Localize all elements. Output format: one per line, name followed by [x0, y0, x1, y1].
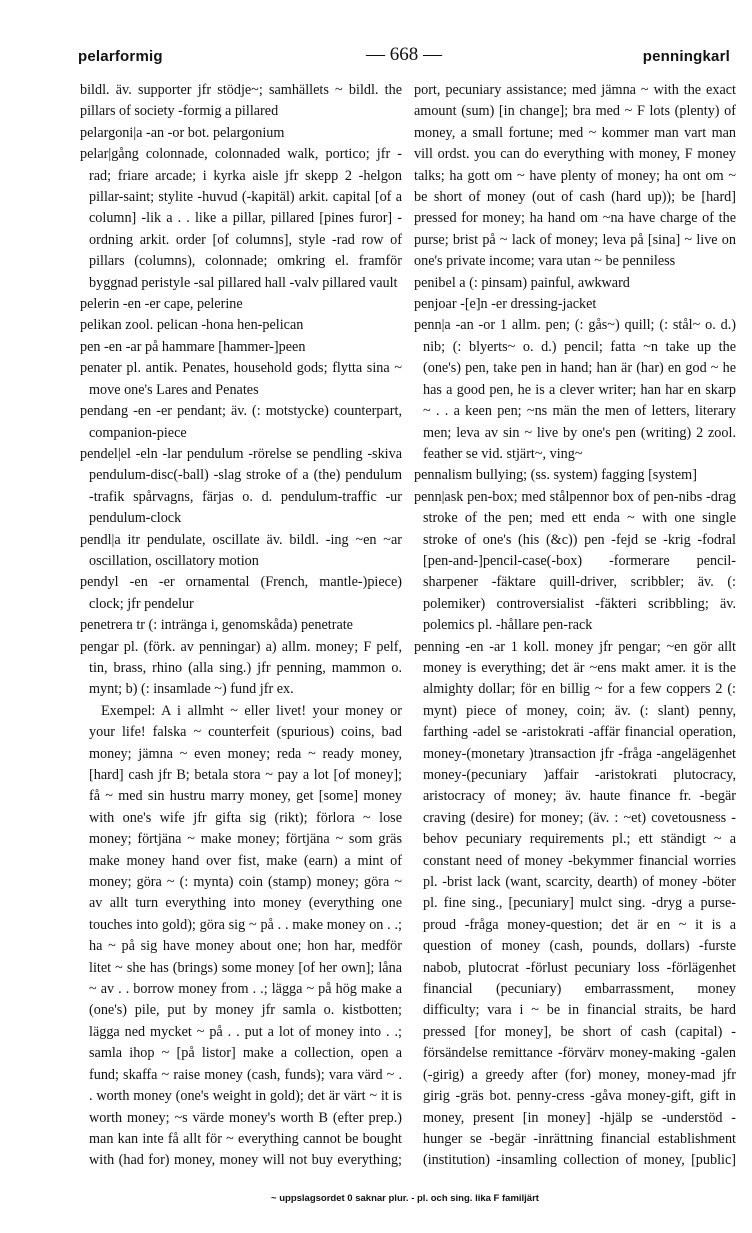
- dictionary-entry: pendel|el -eln -lar pendulum -rörelse se pendling -skiva pendulum-disc(-ball) -slag stroke of a (the) pendulum -trafik spårvagns, färjas o. d. pendulum-traffic -ur pendulum-clock: [80, 445, 402, 527]
- dictionary-entry: bildl. äv. supporter jfr stödje~; samhällets ~ bildl. the pillars of society -formig a pillared: [80, 82, 402, 120]
- dictionary-entry: penn|a -an -or 1 allm. pen; (: gås~) quill; (: stål~ o. d.) nib; (: blyerts~ o. d.) pencil; fatta ~n take up the (one's) pen, take pen in hand; han är (har) en god ~ he has a good pen, he is a clever writer; han har en skarp ~ . . a keen pen; ~ns män the men of letters, literary men; leva av sin ~ live by one's pen (writing) 2 zool. feather se vid. stjärt~, ving~: [414, 317, 736, 462]
- dictionary-entry: Exempel: A i allmht ~ eller livet! your money or your life! falska ~ counterfeit (spurious) coins, bad money; jämna ~ even money; reda ~ ready money, [hard] cash jfr B; betala stora ~ pay a lot [of money]; få ~ med sin hustru marry money, get [some] money with one's wife jfr gifta sig (rikt); förlora ~ lose money; förtjäna ~ make money; förtjäna ~ som gräs make money hand over fist, make (earn) a mint of money; göra ~ (: mynta) coin (stamp) money; göra ~ av allt turn everything into money (everything one touches into gold); göra sig ~ på . . make money on . .; ha ~ på sig have money about one; hon har, medför litet ~ she has (brings) some money [of her own]; låna ~ av . . borrow money from . .; lägga ~ på hög make a (one's) pile, put by money jfr samla o. kistbotten; lägga ned mycket ~ på . . put a lot of money into . .; samla ihop ~ [på listor] make a collection, open a fund; skaffa ~ raise money (cash, funds); vara värd ~ . . worth money (one's weight in gold); det är värt ~ it is worth money; ~s värde money's worth B (efter prep.) man kan inte få allt för ~ everything cannot be bought with (had for) money, money will not buy everything;: [89, 702, 402, 1169]
- dictionary-entry: pelargoni|a -an -or bot. pelargonium: [80, 124, 285, 141]
- dictionary-entry: penjoar -[e]n -er dressing-jacket: [414, 296, 597, 313]
- dictionary-entry: penn|ask pen-box; med stålpennor box of pen-nibs -drag stroke of the pen; med ett enda ~ with one single stroke of one's (his (&c)) pen -fejd se -krig -fodral [pen-and-]pencil-case(-box) -formerare pencil-sharpener -fäktare quill-driver, scribbler; äv. (: polemiker) controversialist -fäkteri scribbling; äv. polemics pl. -hållare pen-rack: [414, 488, 736, 634]
- left-guide-word: pelarformig: [78, 48, 163, 65]
- page-header: [78, 44, 730, 72]
- dictionary-entry: port, pecuniary assistance; med jämna ~ with the exact amount (sum) [in change]; bra med ~ F lots (plenty) of money, a small fortune; med ~ kommer man vart man vill ordst. you can do everything with money, F money talks; ha gott om ~ have plenty of money; ha ont om ~ be short of money (out of cash (hard up)); be [hard] pressed for money; ha hand om ~na have charge of the purse; brist på ~ lack of money; leva på [sina] ~ live on one's private income; vara utan ~ be penniless: [414, 82, 736, 270]
- dictionary-entry: penater pl. antik. Penates, household gods; flytta sina ~ move one's Lares and Penates: [80, 360, 402, 398]
- left-column: [80, 80, 402, 1175]
- dictionary-entry: pelikan zool. pelican -hona hen-pelican: [80, 317, 304, 334]
- dictionary-entry: penibel a (: pinsam) painful, awkward: [414, 274, 630, 291]
- dictionary-entry: penning -en -ar 1 koll. money jfr pengar; ~en gör allt money is everything; det är ~ens makt amer. it is the almighty dollar; för en billig ~ for a few coppers 2 (: mynt) piece of money, coin; äv. (: slant) penny, farthing -adel se -aristokrati -affär financial operation, money-(monetary )transaction jfr -fråga -angelägenhet money-(pecuniary )affair -aristokrati plutocracy, aristocracy of money; äv. haute finance fr. -begär craving (desire) for money; (äv. : ~et) covetousness -behov pecuniary requirements pl.; ett ständigt ~ a constant need of money -bekymmer financial worries pl. -brist lack (want, scarcity, dearth) of money -böter pl. fine sing., [pecuniary] mulct sing. -dryg a purse-proud -fråga money-question; det är en ~ it is a question of money (cash, pounds, dollars) -furste nabob, plutocrat -förlust pecuniary loss -förlägenhet financial (pecuniary) embarrassment, money difficulty; vara i ~ be in financial straits, be hard pressed [for money], be short of cash (capital) -försändelse remittance -förvärv money-making -galen (-girig) a greedy after (for) money, money-mad jfr girig -gräs bot. penny-cress -gåva money-gift, gift in money, present [in money] -hjälp se -understöd -hunger se -begär -inrättning financial establishment (institution) -insamling collection of money, [public]: [414, 638, 736, 1169]
- dictionary-entry: pendl|a itr pendulate, oscillate äv. bildl. -ing ~en ~ar oscillation, oscillatory motion: [80, 531, 402, 569]
- dictionary-entry: penetrera tr (: intränga i, genomskåda) penetrate: [80, 617, 353, 634]
- dictionary-entry: pendyl -en -er ornamental (French, mantle-)piece) clock; jfr pendelur: [80, 574, 402, 612]
- right-guide-word: penningkarl: [642, 48, 730, 65]
- dictionary-entry: pelar|gång colonnade, colonnaded walk, portico; jfr -rad; friare arcade; i kyrka aisle jfr skepp 2 -helgon pillar-saint; stylite -huvud (-kapitäl) arkit. capital [of a column] -lik a . . like a pillar, pillared [pines furor] -ordning arkit. order [of columns], style -rad row of pillars (columns), colonnade; omkring el. framför byggnad peristyle -sal pillared hall -valv pillared vault: [80, 146, 402, 291]
- footer-legend: ~ uppslagsordet 0 saknar plur. - pl. och sing. lika F familjärt: [271, 1193, 539, 1204]
- dictionary-entry: pennalism bullying; (ss. system) fagging [system]: [414, 467, 697, 484]
- right-column: [414, 80, 736, 1175]
- dictionary-entry: pen -en -ar på hammare [hammer-]peen: [80, 338, 306, 355]
- dictionary-entry: pelerin -en -er cape, pelerine: [80, 296, 243, 313]
- page-number: — 668 —: [366, 44, 442, 65]
- dictionary-entry: pengar pl. (förk. av penningar) a) allm. money; F pelf, tin, brass, rhino (alla sing.) jfr penning, mammon o. mynt; b) (: insamlade ~) fund jfr ex.: [80, 638, 402, 698]
- dictionary-entry: pendang -en -er pendant; äv. (: motstycke) counterpart, companion-piece: [80, 403, 402, 441]
